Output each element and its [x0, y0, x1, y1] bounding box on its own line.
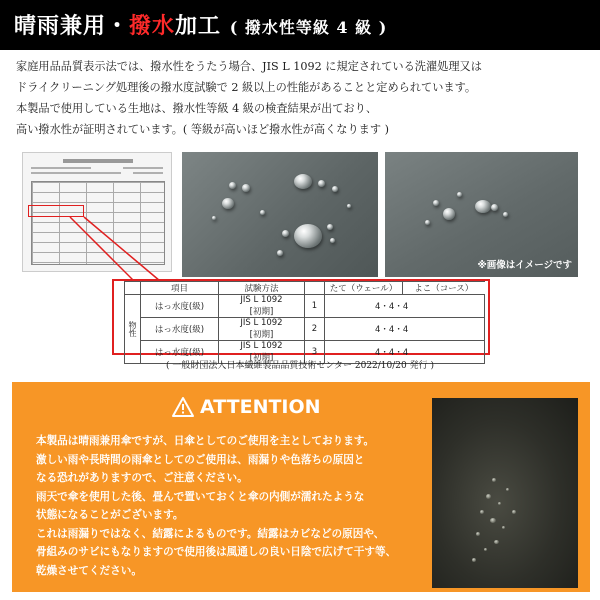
- table-row: [125, 295, 485, 318]
- attention-panel: [12, 382, 590, 592]
- attention-line: 本製品は晴雨兼用傘ですが、日傘としてのご使用を主としております。: [36, 435, 375, 447]
- title-accent: 撥水: [129, 13, 176, 39]
- side-header: [125, 282, 141, 295]
- cell-value: 4・4・4: [325, 341, 485, 364]
- attention-text: [36, 432, 436, 580]
- water-beading-photo: [182, 152, 378, 277]
- cell-num: 1: [305, 295, 325, 318]
- cell-method: JIS L 1092 [初期]: [219, 318, 305, 341]
- description-line: 本製品で使用している生地は、撥水性等級 4 級の検査結果が出ており、: [16, 102, 378, 115]
- title-sub: ( 撥水性等級 4 級 ): [229, 18, 388, 37]
- cell-item: はっ水度(級): [141, 318, 219, 341]
- title-main: 晴雨兼用・: [14, 13, 130, 39]
- attention-line: 骨組みのサビにもなりますので使用後は風通しの良い日陰で広げて干す等、: [36, 546, 397, 558]
- description-line: 高い撥水性が証明されています。( 等級が高いほど撥水性が高くなります ): [16, 123, 389, 136]
- cell-num: 3: [305, 341, 325, 364]
- attention-line: 雨天で傘を使用した後、畳んで置いておくと傘の内側が濡れたような: [36, 490, 365, 503]
- attention-line: なる恐れがありますので、ご注意ください。: [36, 472, 248, 484]
- warning-icon: [172, 397, 194, 417]
- title-rest: 加工: [175, 13, 222, 39]
- cell-method: JIS L 1092 [初期]: [219, 295, 305, 318]
- source-note: ( 一般財団法人日本繊維製品品質技術センター 2022/10/20 発行 ): [166, 361, 434, 371]
- cell-value: 4・4・4: [325, 295, 485, 318]
- image-note: ※画像はイメージです: [477, 260, 572, 271]
- side-label: 物性: [125, 295, 141, 364]
- cell-item: はっ水度(級): [141, 295, 219, 318]
- condensation-photo: [432, 398, 578, 588]
- attention-line: これは雨漏りではなく、結露によるものです。結露はカビなどの原因や、: [36, 527, 385, 540]
- attention-line: 激しい雨や長時間の雨傘としてのご使用は、雨漏りや色落ちの原因と: [36, 453, 365, 466]
- attention-title: ATTENTION: [200, 396, 321, 418]
- table-header: たて（ウェール）: [325, 282, 403, 295]
- cell-value: 4・4・4: [325, 318, 485, 341]
- attention-line: 乾燥させてください。: [36, 564, 142, 577]
- cell-item: はっ水度(級): [141, 341, 219, 364]
- table-header: [305, 282, 325, 295]
- cell-method: JIS L 1092 [初期]: [219, 341, 305, 364]
- table-header: よこ（コース）: [403, 282, 485, 295]
- table-header: 項目: [141, 282, 219, 295]
- attention-line: 状態になることがございます。: [36, 509, 184, 521]
- table-row: [125, 318, 485, 341]
- water-beading-photo-closeup: [385, 152, 578, 277]
- description-line: ドライクリーニング処理後の撥水度試験で 2 級以上の性能があることと定められています。: [16, 81, 477, 94]
- cell-num: 2: [305, 318, 325, 341]
- test-results-table: [112, 279, 490, 363]
- table-header: 試験方法: [219, 282, 305, 295]
- description-line: 家庭用品品質表示法では、撥水性をうたう場合、JIS L 1092 に規定されている洗濯処理又は: [16, 60, 482, 73]
